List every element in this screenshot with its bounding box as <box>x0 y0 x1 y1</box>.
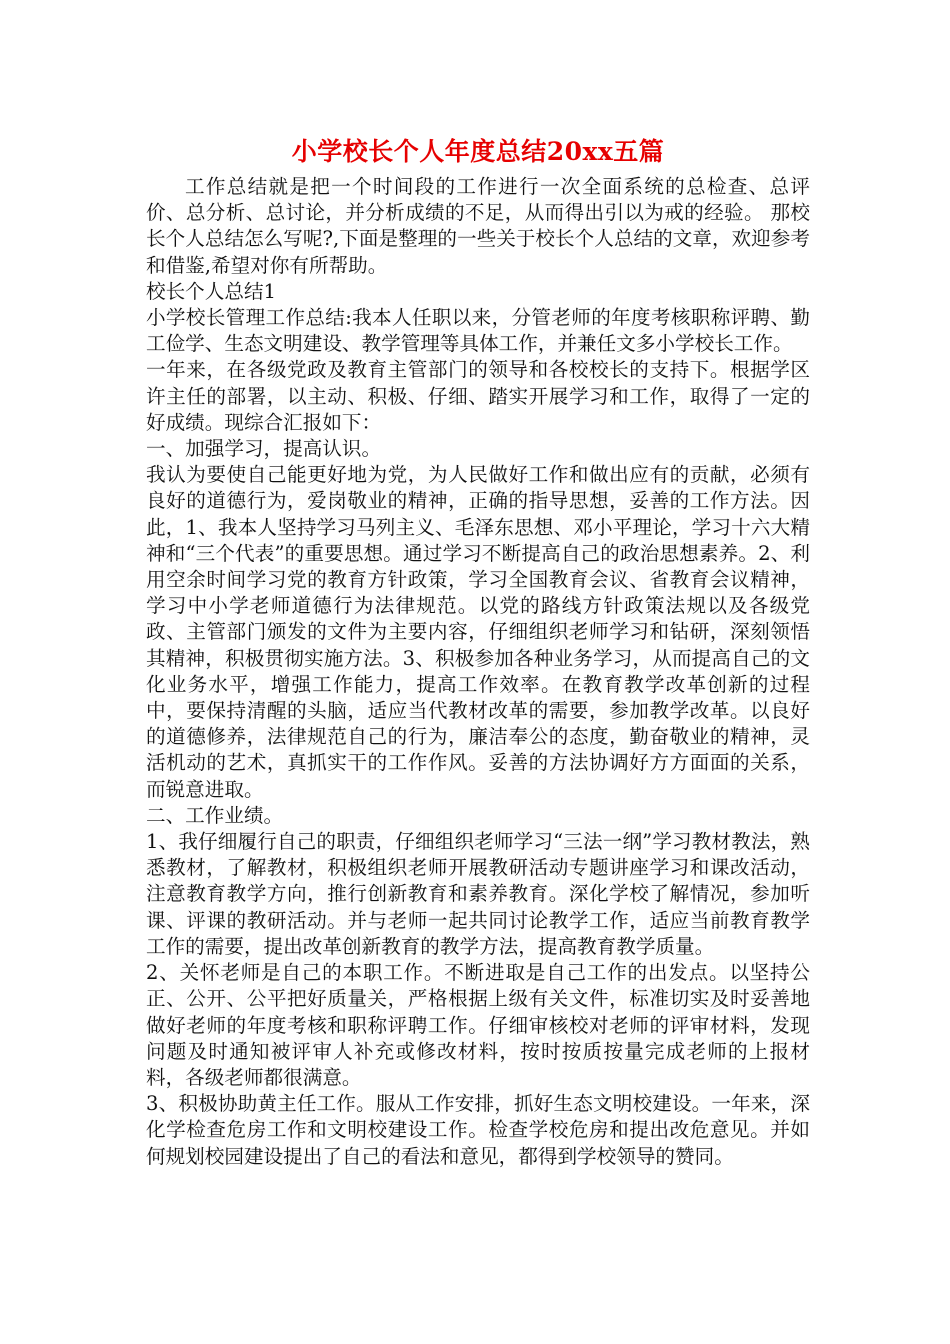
section-heading-study: 一、加强学习，提高认识。 <box>146 437 382 461</box>
body-paragraph: 2、关怀老师是自己的本职工作。不断进取是自己工作的出发点。以坚持公正、公开、公平把好质量关，严格根据上级有关文件，标准切实及时妥善地做好老师的年度考核和职称评聘工作。仔细审核校对老师的评审材料，发现问题及时通知被评审人补充或修改材料，按时按质按量完成老师的上报材料，各级老师都很满意。 <box>146 961 810 1089</box>
body-paragraph: 一年来，在各级党政及教育主管部门的领导和各校校长的支持下。根据学区许主任的部署，以主动、积极、仔细、踏实开展学习和工作，取得了一定的好成绩。现综合汇报如下： <box>146 358 810 434</box>
section-heading-achievements: 二、工作业绩。 <box>146 803 284 827</box>
document-title: 小学校长个人年度总结20xx五篇 <box>291 137 665 166</box>
body-paragraph: 1、我仔细履行自己的职责，仔细组织老师学习“三法一纲”学习教材教法，熟悉教材，了解教材，积极组织老师开展教研活动专题讲座学习和课改活动，注意教育教学方向，推行创新教育和素养教育。深化学校了解情况，参加听课、评课的教研活动。并与老师一起共同讨论教学工作，适应当前教育教学工作的需要，提出改革创新教育的教学方法，提高教育教学质量。 <box>146 830 810 958</box>
section-heading-summary-1: 校长个人总结1 <box>146 279 277 303</box>
document-page <box>146 132 810 1170</box>
body-paragraph: 3、积极协助黄主任工作。服从工作安排，抓好生态文明校建设。一年来，深化学检查危房工作和文明校建设工作。检查学校危房和提出改危意见。并如何规划校园建设提出了自己的看法和意见，都得到学校领导的赞同。 <box>146 1092 810 1168</box>
intro-paragraph: 工作总结就是把一个时间段的工作进行一次全面系统的总检查、总评价、总分析、总讨论，并分析成绩的不足，从而得出引以为戒的经验。 那校长个人总结怎么写呢?,下面是整理的一些关于校长个人总结的文章，欢迎参考和借鉴,希望对你有所帮助。 <box>146 175 810 277</box>
body-paragraph: 我认为要使自己能更好地为党，为人民做好工作和做出应有的贡献，必须有良好的道德行为，爱岗敬业的精神，正确的指导思想，妥善的工作方法。因此，1、我本人坚持学习马列主义、毛泽东思想、邓小平理论，学习十六大精神和“三个代表”的重要思想。通过学习不断提高自己的政治思想素养。2、利用空余时间学习党的教育方针政策，学习全国教育会议、省教育会议精神，学习中小学老师道德行为法律规范。以党的路线方针政策法规以及各级党政、主管部门颁发的文件为主要内容，仔细组织老师学习和钻研，深刻领悟其精神，积极贯彻实施方法。3、积极参加各种业务学习，从而提高自己的文化业务水平，增强工作能力，提高工作效率。在教育教学改革创新的过程中，要保持清醒的头脑，适应当代教材改革的需要，参加教学改革。以良好的道德修养，法律规范自己的行为，廉洁奉公的态度，勤奋敬业的精神，灵活机动的艺术，真抓实干的工作作风。妥善的方法协调好方方面面的关系，而锐意进取。 <box>146 463 810 801</box>
body-paragraph: 小学校长管理工作总结:我本人任职以来，分管老师的年度考核职称评聘、勤工俭学、生态文明建设、教学管理等具体工作，并兼任文多小学校长工作。 <box>146 306 810 356</box>
